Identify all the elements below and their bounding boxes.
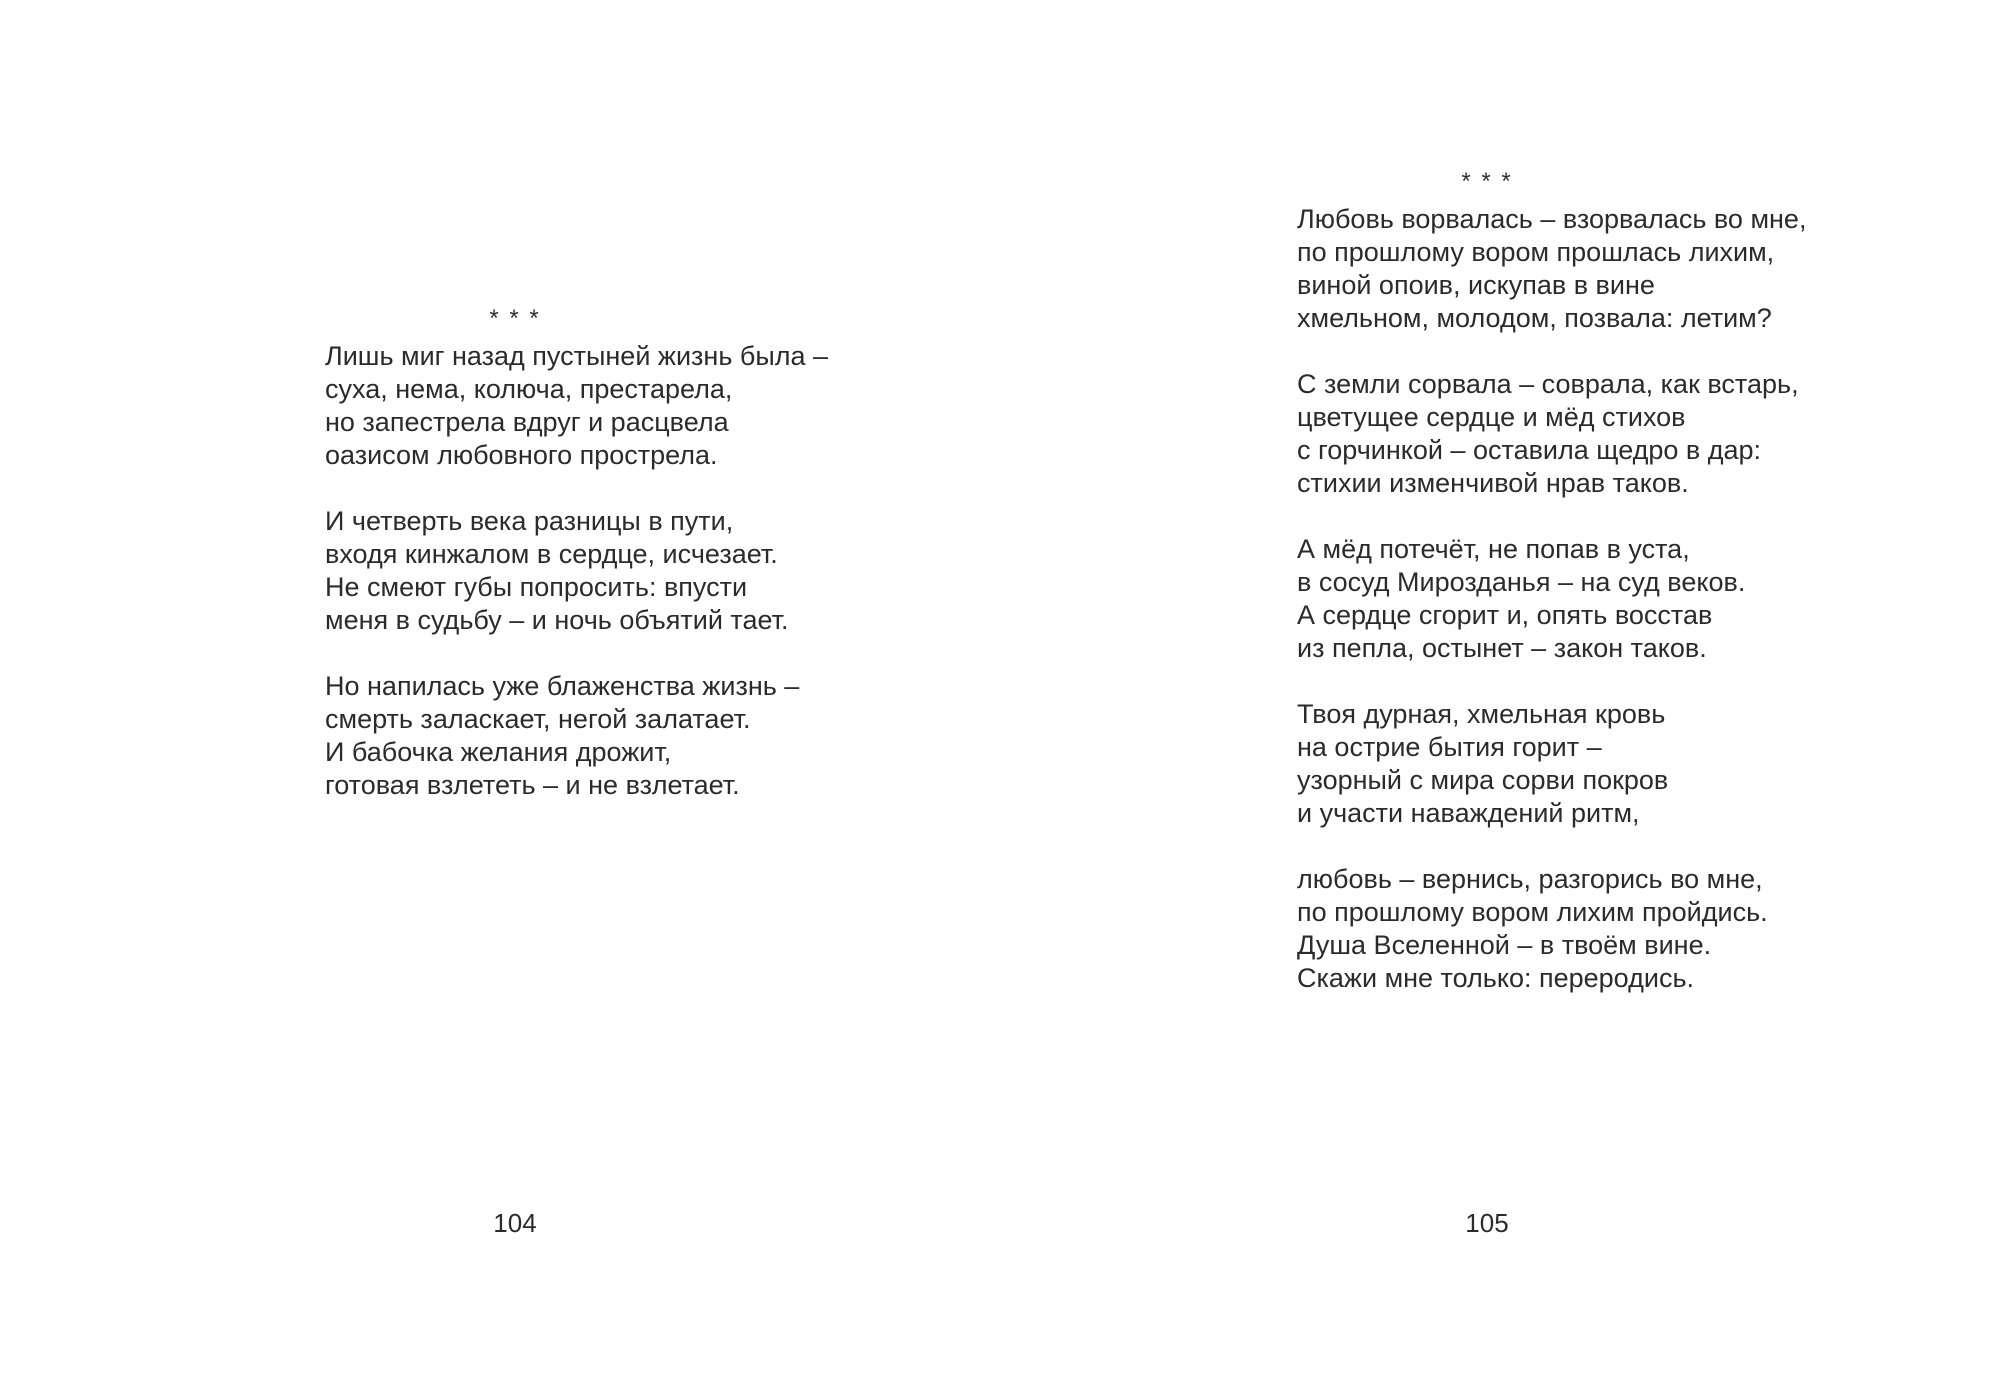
poem-line: готовая взлететь – и не взлетает. [325,770,740,800]
poem-line: но запестрела вдруг и расцвела [325,407,729,437]
poem-line: Лишь миг назад пустыней жизнь была – [325,341,829,371]
left-page-poem [325,302,829,835]
poem-line: Скажи мне только: переродись. [1297,963,1695,993]
poem-line: Любовь ворвалась – взорвалась во мне, [1297,204,1807,234]
poem-line: любовь – вернись, разгорись во мне, [1297,864,1763,894]
poem-line: Твоя дурная, хмельная кровь [1297,699,1666,729]
poem-line: суха, нема, колюча, престарела, [325,374,733,404]
poem-line: Душа Вселенной – в твоём вине. [1297,930,1712,960]
poem-line: А мёд потечёт, не попав в уста, [1297,534,1690,564]
poem-line: И четверть века разницы в пути, [325,506,734,536]
stanza [1297,698,1677,830]
poem-line: стихии изменчивой нрав таков. [1297,468,1689,498]
page-number: 104 [493,1208,537,1238]
stanza [325,505,789,637]
stanza [1297,368,1799,500]
stanza [325,670,800,802]
poem-line: узорный с мира сорви покров [1297,765,1669,795]
stanza [1297,203,1807,335]
asterisk-separator: * * * [489,305,541,332]
poem-line: из пепла, остынет – закон таков. [1297,633,1707,663]
poem-line: на острие бытия горит – [1297,732,1602,762]
poem-line: по прошлому вором лихим пройдись. [1297,897,1768,927]
stanza [1297,533,1746,665]
poem-line: С земли сорвала – соврала, как встарь, [1297,369,1799,399]
poem-line: А сердце сгорит и, опять восстав [1297,600,1713,630]
poem-line: виной опоив, искупав в вине [1297,270,1655,300]
poem-line: смерть заласкает, негой залатает. [325,704,751,734]
poem-line: с горчинкой – оставила щедро в дар: [1297,435,1762,465]
right-page-poem [1297,165,1807,1028]
page-number: 105 [1465,1208,1509,1238]
poem-line: в сосуд Мирозданья – на суд веков. [1297,567,1746,597]
poem-line: И бабочка желания дрожит, [325,737,672,767]
poem-line: и участи наваждений ритм, [1297,798,1640,828]
poem-line: Не смеют губы попросить: впусти [325,572,748,602]
poem-line: хмельном, молодом, позвала: летим? [1297,303,1772,333]
poem-line: цветущее сердце и мёд стихов [1297,402,1686,432]
asterisk-separator: * * * [1461,168,1513,195]
poem-line: по прошлому вором прошлась лихим, [1297,237,1775,267]
poem-line: Но напилась уже блаженства жизнь – [325,671,800,701]
poem-line: оазисом любовного прострела. [325,440,718,470]
stanza [325,340,829,472]
poem-line: входя кинжалом в сердце, исчезает. [325,539,778,569]
stanza [1297,863,1768,995]
poem-line: меня в судьбу – и ночь объятий тает. [325,605,789,635]
